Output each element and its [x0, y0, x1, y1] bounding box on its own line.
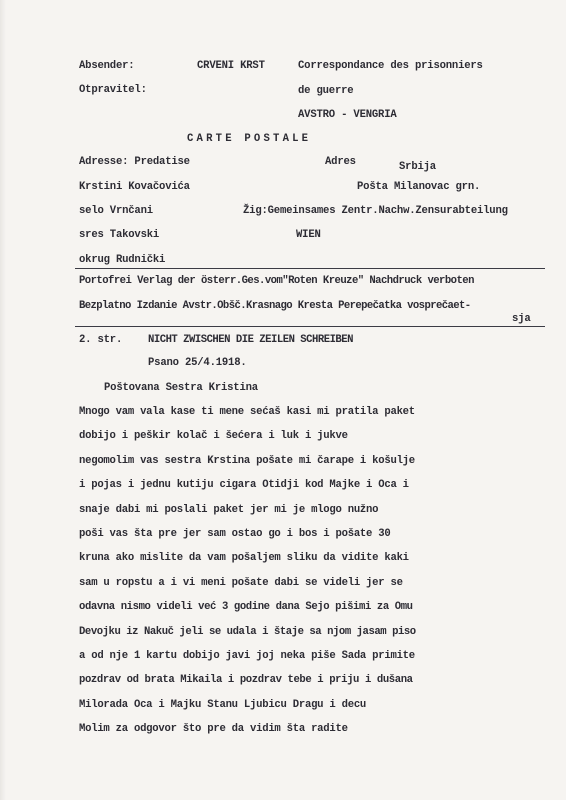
letter-line: Molim za odgovor što pre da vidim šta radite [79, 723, 348, 735]
letter-line: poši vas šta pre jer sam ostao go i bos i pošate 30 [79, 528, 391, 540]
organization-name: CRVENI KRST [197, 60, 265, 72]
country-line: AVSTRO - VENGRIA [298, 109, 397, 121]
letter-line: i pojas i jednu kutiju cigara Otidji kod Majke i Oca i [79, 479, 409, 491]
censor-stamp: Žig:Gemeinsames Zentr.Nachw.Zensurabteilung [243, 205, 508, 217]
stamp-city: WIEN [296, 229, 321, 241]
recipient-name: Krstini Kovačovića [79, 181, 190, 193]
destination-country: Srbija [399, 161, 436, 173]
address-label: Adresse: Predatise [79, 156, 190, 168]
lower-divider [75, 326, 545, 327]
letter-line: Milorada Oca i Majku Stanu Ljubicu Dragu i decu [79, 699, 367, 711]
letter-line: dobijo i peškir kolač i šećera i luk i jukve [79, 430, 348, 442]
notice-serbian: Bezplatno Izdanie Avstr.Obšč.Krasnago Kresta Perepečatka vosprečaet- [79, 300, 471, 312]
letter-line: Devojku iz Nakuč jeli se udala i štaje sa njom jasam piso [79, 626, 416, 638]
notice-german: Portofrei Verlag der österr.Ges.vom"Roten Kreuze" Nachdruck verboten [79, 275, 474, 287]
page-label: 2. str. [79, 334, 123, 346]
upper-divider [75, 268, 545, 269]
letter-line: odavna nismo videli već 3 godine dana Sejo pišimi za Omu [79, 601, 413, 613]
paper-edge-shadow [0, 0, 6, 800]
letter-line: sam u ropstu a i vi meni pošate dabi se videli jer se [79, 577, 403, 589]
sender-label: Absender: [79, 60, 135, 72]
recipient-village: selo Vrnčani [79, 205, 153, 217]
letter-line: kruna ako mislite da vam pošaljem sliku da vidite kaki [79, 552, 409, 564]
adres-label: Adres [325, 156, 356, 168]
sender-label-serbian: Otpravitel: [79, 84, 147, 96]
card-title: CARTE POSTALE [187, 133, 312, 145]
letter-line: snaje dabi mi poslali paket jer mi je mlogo nužno [79, 504, 379, 516]
letter-line: a od nje 1 kartu dobijo javi joj neka piše Sada primite [79, 650, 415, 662]
letter-date: Psano 25/4.1918. [148, 357, 247, 369]
correspondence-line-2: de guerre [298, 85, 354, 97]
letter-line: Mnogo vam vala kase ti mene sećaš kasi mi pratila paket [79, 406, 415, 418]
letter-line: negomolim vas sestra Krstina pošate mi čarape i košulje [79, 455, 415, 467]
letter-salutation: Poštovana Sestra Kristina [104, 382, 258, 394]
letter-line: pozdrav od brata Mikaila i pozdrav tebe i priju i dušana [79, 674, 413, 686]
recipient-county: okrug Rudnički [79, 254, 166, 266]
notice-serbian-end: sja [512, 313, 531, 325]
post-office: Pošta Milanovac grn. [357, 181, 481, 193]
recipient-district: sres Takovski [79, 229, 160, 241]
writing-warning: NICHT ZWISCHEN DIE ZEILEN SCHREIBEN [148, 334, 354, 346]
correspondence-line-1: Correspondance des prisonniers [298, 60, 483, 72]
